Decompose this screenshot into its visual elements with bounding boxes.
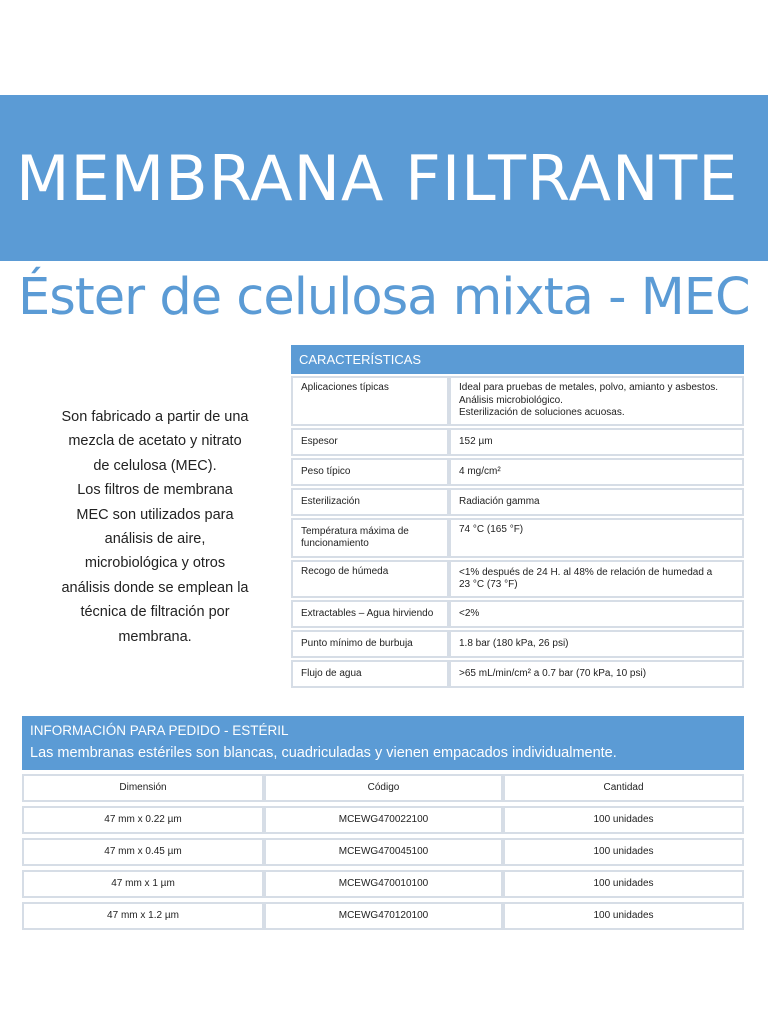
order-header (22, 716, 744, 770)
value-line: Ideal para pruebas de metales, polvo, amianto y asbestos. (459, 382, 719, 393)
cell-dimension: 47 mm x 1.2 µm (22, 902, 264, 930)
intro-line: mezcla de acetato y nitrato (68, 433, 242, 450)
value-line: 1.8 bar (180 kPa, 26 psi) (459, 637, 569, 649)
cell-quantity: 100 unidades (503, 806, 744, 834)
intro-text (40, 405, 270, 649)
row-value (449, 376, 744, 426)
intro-line: MEC son utilizados para (76, 506, 234, 523)
row-value (449, 560, 744, 598)
cell-code: MCEWG470022100 (264, 806, 503, 834)
value-line: Radiación gamma (459, 495, 540, 507)
value-line: Análisis microbiológico. (459, 394, 563, 406)
column-header: Dimensión (22, 774, 264, 802)
value-line: 4 mg/cm² (459, 465, 501, 477)
column-header: Cantidad (503, 774, 744, 802)
table-row (291, 600, 744, 628)
value-line: 23 °C (73 °F) (459, 579, 518, 590)
cell-code: MCEWG470010100 (264, 870, 503, 898)
characteristics-header: CARACTERÍSTICAS (291, 345, 744, 374)
table-row (291, 518, 744, 558)
order-title: INFORMACIÓN PARA PEDIDO - ESTÉRIL (30, 723, 289, 738)
table-row (291, 630, 744, 658)
row-label: Flujo de agua (291, 660, 449, 688)
table-row (291, 428, 744, 456)
row-label: Espesor (291, 428, 449, 456)
row-label: Recogo de húmeda (291, 560, 449, 598)
row-value (449, 428, 744, 456)
intro-line: análisis de aire, (104, 531, 206, 548)
value-line: Esterilización de soluciones acuosas. (459, 407, 625, 418)
row-label: Extractables – Agua hirviendo (291, 600, 449, 628)
intro-line: análisis donde se emplean la (61, 579, 249, 596)
table-row (291, 560, 744, 598)
order-table (22, 716, 744, 930)
intro-line: técnica de filtración por (80, 604, 230, 621)
row-label: Aplicaciones típicas (291, 376, 449, 426)
row-label: Punto mínimo de burbuja (291, 630, 449, 658)
cell-code: MCEWG470120100 (264, 902, 503, 930)
table-row (22, 902, 744, 930)
page-title: MEMBRANA FILTRANTE (16, 141, 739, 215)
row-value (449, 458, 744, 486)
title-band (0, 95, 768, 261)
cell-dimension: 47 mm x 0.22 µm (22, 806, 264, 834)
order-description: Las membranas estériles son blancas, cuadriculadas y vienen empacados individualmente. (30, 745, 617, 761)
cell-code: MCEWG470045100 (264, 838, 503, 866)
row-label: Esterilización (291, 488, 449, 516)
table-row (22, 838, 744, 866)
cell-quantity: 100 unidades (503, 870, 744, 898)
order-column-headers (22, 774, 744, 802)
table-row (291, 458, 744, 486)
table-row (291, 488, 744, 516)
intro-line: de celulosa (MEC). (93, 457, 217, 474)
table-row (291, 376, 744, 426)
row-value (449, 660, 744, 688)
cell-dimension: 47 mm x 0.45 µm (22, 838, 264, 866)
cell-quantity: 100 unidades (503, 902, 744, 930)
value-line: <2% (459, 607, 480, 619)
intro-line: Son fabricado a partir de una (61, 409, 249, 425)
value-line: 152 µm (459, 435, 493, 447)
table-row (22, 806, 744, 834)
row-label: Peso típico (291, 458, 449, 486)
row-value (449, 600, 744, 628)
intro-line: membrana. (118, 628, 192, 645)
row-value (449, 518, 744, 558)
row-label: Températura máxima de funcionamiento (291, 518, 449, 558)
value-line: 74 °C (165 °F) (459, 524, 524, 535)
table-row (291, 660, 744, 688)
intro-line: microbiológica y otros (84, 555, 226, 572)
value-line: >65 mL/min/cm² a 0.7 bar (70 kPa, 10 psi) (459, 667, 647, 679)
page-subtitle: Éster de celulosa mixta - MEC (18, 268, 750, 327)
intro-line: Los filtros de membrana (77, 482, 233, 499)
row-value (449, 630, 744, 658)
cell-quantity: 100 unidades (503, 838, 744, 866)
row-value (449, 488, 744, 516)
value-line: <1% después de 24 H. al 48% de relación de humedad a (459, 566, 713, 578)
characteristics-table (291, 345, 744, 688)
cell-dimension: 47 mm x 1 µm (22, 870, 264, 898)
column-header: Código (264, 774, 503, 802)
table-row (22, 870, 744, 898)
